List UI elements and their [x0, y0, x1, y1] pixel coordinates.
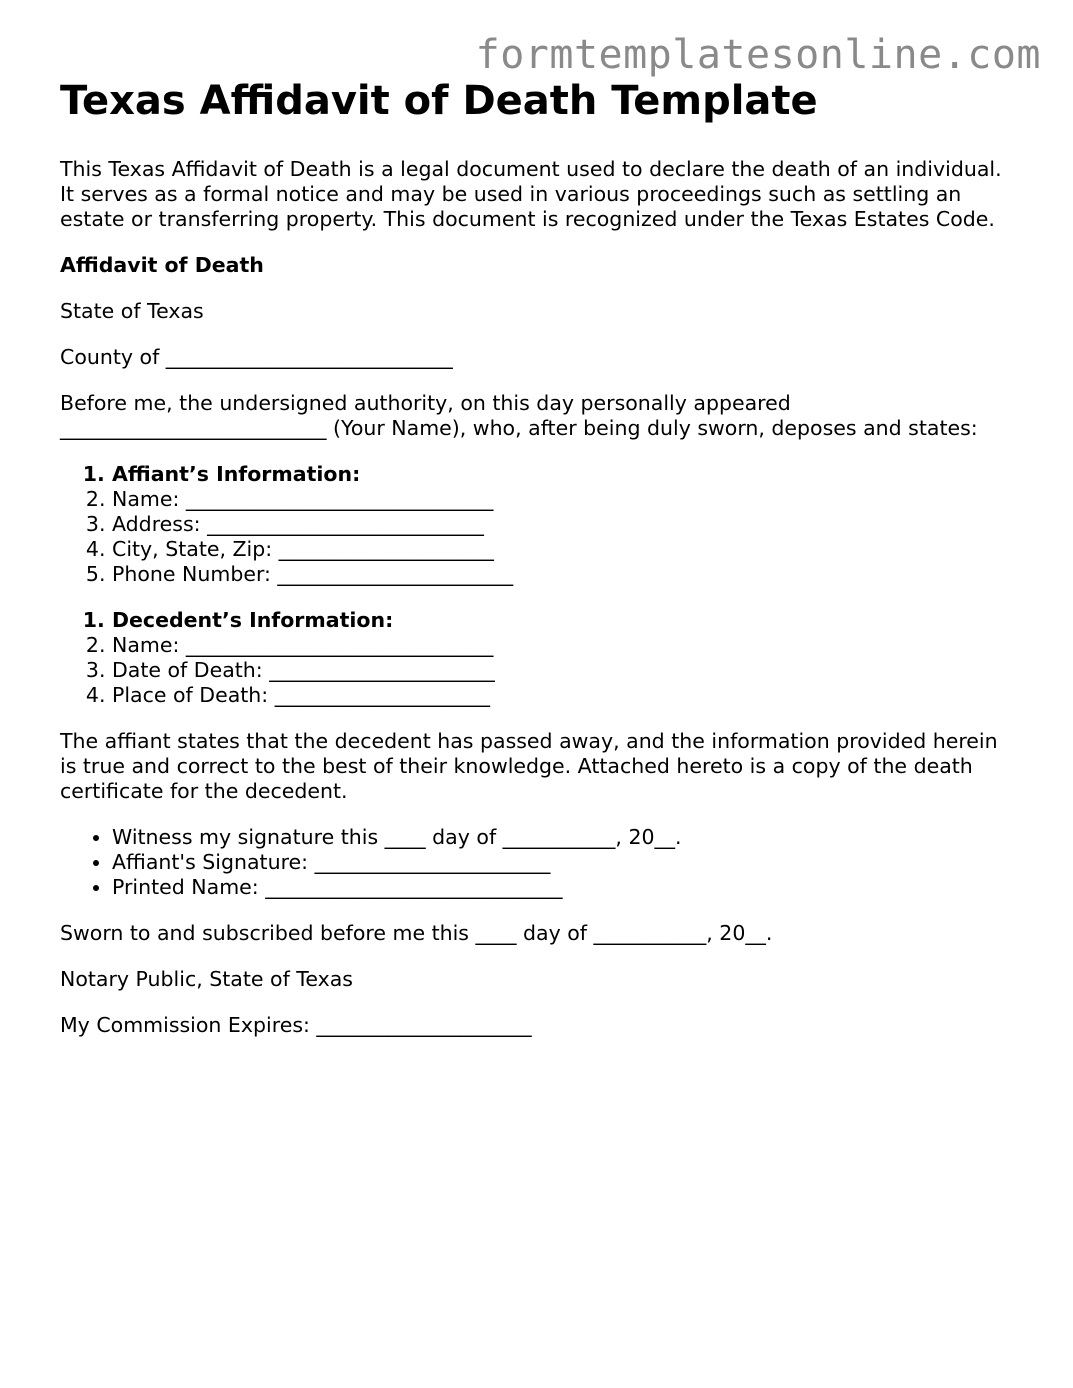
notary-line: Notary Public, State of Texas — [60, 967, 353, 991]
decedent-name-field: 2. Name: ______________________________ — [112, 633, 1020, 658]
printed-name-line: • Printed Name: _____________________________ — [112, 875, 1020, 900]
watermark: formtemplatesonline.com — [475, 32, 1041, 78]
affiant-name-field: 2. Name: ______________________________ — [112, 487, 1020, 512]
county-line: County of ____________________________ — [60, 345, 453, 369]
document-body — [60, 76, 1020, 1059]
appearance-paragraph — [60, 391, 1020, 441]
appearance-line-1: Before me, the undersigned authority, on this day personally appeared — [60, 391, 791, 415]
signature-list — [60, 825, 1020, 900]
decedent-place-of-death-field: 4. Place of Death: _____________________ — [112, 683, 1020, 708]
decedent-information-list — [60, 608, 1020, 708]
statement-paragraph: The affiant states that the decedent has passed away, and the information provided herein is true and correct to the best of their knowledge. Attached hereto is a copy of the death certificate for the decedent. — [60, 729, 998, 803]
affiant-address-field: 3. Address: ___________________________ — [112, 512, 1020, 537]
witness-signature-line: • Witness my signature this ____ day of ___________, 20__. — [112, 825, 1020, 850]
affiant-city-state-zip-field: 4. City, State, Zip: _____________________ — [112, 537, 1020, 562]
sworn-line: Sworn to and subscribed before me this ____ day of ___________, 20__. — [60, 921, 773, 945]
state-line: State of Texas — [60, 299, 204, 323]
affiant-signature-line: • Affiant's Signature: _______________________ — [112, 850, 1020, 875]
affidavit-heading: Affidavit of Death — [60, 253, 264, 277]
intro-paragraph: This Texas Affidavit of Death is a legal document used to declare the death of an individual. It serves as a formal notice and may be used in various proceedings such as settling an estate or transferring property. This document is recognized under the Texas Estates Code. — [60, 157, 1002, 231]
decedent-date-of-death-field: 3. Date of Death: ______________________ — [112, 658, 1020, 683]
page-title: Texas Affidavit of Death Template — [60, 78, 818, 124]
commission-line: My Commission Expires: _____________________ — [60, 1013, 532, 1037]
affiant-list-heading: 1. Affiant’s Information: — [112, 462, 1020, 487]
affiant-information-list — [60, 462, 1020, 587]
appearance-line-2: __________________________ (Your Name), who, after being duly sworn, deposes and states: — [60, 416, 978, 440]
affiant-phone-field: 5. Phone Number: _______________________ — [112, 562, 1020, 587]
decedent-list-heading: 1. Decedent’s Information: — [112, 608, 1020, 633]
